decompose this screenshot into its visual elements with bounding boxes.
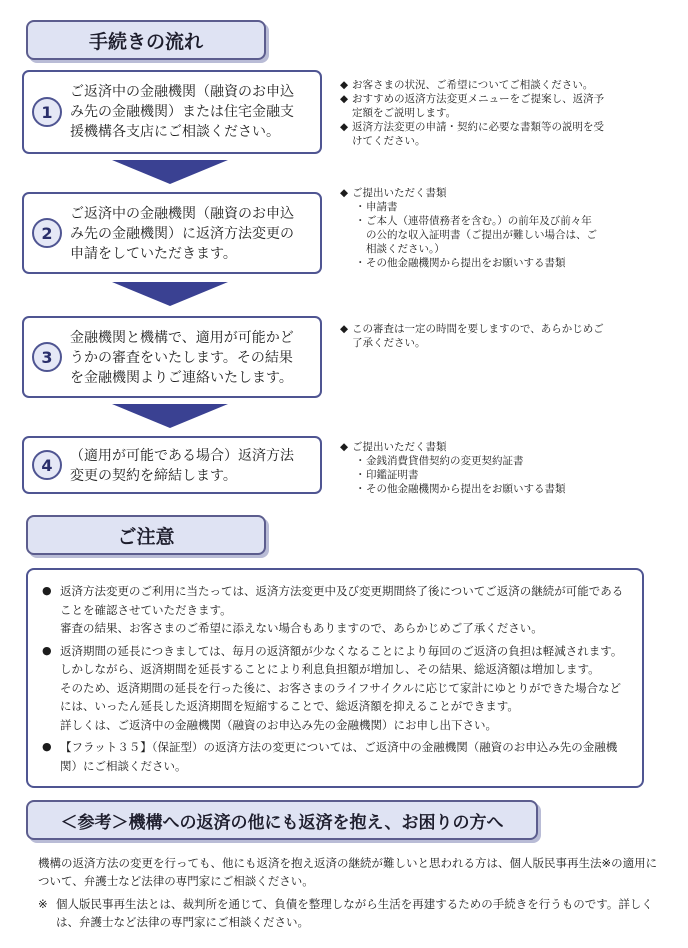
note-subitem: ・ 金銭消費貸借契約の変更契約証書 <box>355 455 524 467</box>
step-2-box <box>22 192 322 274</box>
caution-item: ● 返済期間の延長につきましては、毎月の返済額が少なくなることにより毎回のご返済の負担は軽減されます。 しかしながら、返済期間を延長することにより利息負担額が増加し、その結果、総返済額は増加します。 そのため、返済期間の延長を行った後に、お客さまのライフサイクルに応じて家計にゆとりができた場合などには、いったん延長した返済期間を短縮することで、総返済額を抑えることができます。 詳しくは、ご返済中の金融機関（融資のお申込み先の金融機関）にお申し出下さい。 <box>42 643 623 732</box>
down-arrow-icon <box>112 404 228 428</box>
reference-body: 機構の返済方法の変更を行っても、他にも返済を抱え返済の継続が難しいと思われる方は、個人版民事再生法※の適用について、弁護士など法律の専門家にご相談ください。 <box>38 856 658 888</box>
step-3-notes <box>340 322 660 350</box>
caution-item: ● 返済方法変更のご利用に当たっては、返済方法変更中及び変更期間終了後についてご返済の継続が可能であることを確認させていただきます。 審査の結果、お客さまのご希望に添えない場合もありますので、あらかじめご了承ください。 <box>42 584 624 635</box>
step-2-notes <box>340 186 660 270</box>
step-number-badge: 4 <box>32 450 62 480</box>
step-2-text: ご返済中の金融機関（融資のお申込 み先の金融機関）に返済方法変更の 申請をしていただきます。 <box>70 206 294 262</box>
note-subitem: ・ その他金融機関から提出をお願いする書類 <box>355 483 566 495</box>
step-3-text: 金融機関と機構で、適用が可能かど うかの審査をいたします。その結果 を金融機関よりご連絡いたします。 <box>70 330 294 386</box>
note-item: ◆ ご提出いただく書類 <box>340 187 447 199</box>
note-sublist <box>340 200 660 270</box>
step-number-badge: 1 <box>32 97 62 127</box>
step-4-box <box>22 436 322 494</box>
note-item: ◆ 返済方法変更の申請・契約に必要な書類等の説明を受 けてください。 <box>340 121 604 147</box>
reference-heading-text: ＜参考＞機構への返済の他にも返済を抱え、お困りの方へ <box>60 812 504 833</box>
caution-heading <box>26 515 266 555</box>
bullet-icon: ● <box>42 740 52 753</box>
caution-panel <box>26 568 644 788</box>
down-arrow-icon <box>112 160 228 184</box>
note-sublist <box>340 454 660 496</box>
step-1-text: ご返済中の金融機関（融資のお申込 み先の金融機関）または住宅金融支 援機構各支店にご相談ください。 <box>70 84 294 140</box>
step-number-badge: 3 <box>32 342 62 372</box>
reference-footnote: ※ 個人版民事再生法とは、裁判所を通じて、負債を整理しながら生活を再建するための手続きを行うものです。詳しくは、弁護士など法律の専門家にご相談ください。 <box>38 897 653 929</box>
step-1-box <box>22 70 322 154</box>
caution-item: ● 【フラット３５】（保証型）の返済方法の変更については、ご返済中の金融機関（融資のお申込み先の金融機関）にご相談ください。 <box>42 740 618 773</box>
step-3-box <box>22 316 322 398</box>
bullet-icon: ● <box>42 643 52 657</box>
step-number-badge: 2 <box>32 218 62 248</box>
step-4-text: （適用が可能である場合）返済方法 変更の契約を締結します。 <box>70 448 294 484</box>
note-subitem: ・ その他金融機関から提出をお願いする書類 <box>355 257 566 269</box>
flow-heading-text: 手続きの流れ <box>88 30 203 53</box>
reference-heading <box>26 800 538 840</box>
step-4-notes <box>340 440 660 496</box>
note-item: ◆ お客さまの状況、ご希望についてご相談ください。 <box>340 79 594 91</box>
caution-heading-text: ご注意 <box>117 525 175 548</box>
bullet-icon: ● <box>42 584 52 597</box>
note-item: ◆ おすすめの返済方法変更メニューをご提案し、返済予 定額をご説明します。 <box>340 93 605 119</box>
note-subitem: ・ 印鑑証明書 <box>355 469 419 481</box>
note-subitem: ・ ご本人（連帯債務者を含む。）の前年及び前々年 の公的な収入証明書（ご提出が難しい場合は、ご 相談ください。） <box>355 215 597 255</box>
down-arrow-icon <box>112 282 228 306</box>
flow-heading <box>26 20 266 60</box>
step-1-notes <box>340 78 660 148</box>
note-item: ◆ ご提出いただく書類 <box>340 441 447 453</box>
note-item: ◆ この審査は一定の時間を要しますので、あらかじめご 了承ください。 <box>340 323 604 349</box>
note-subitem: ・ 申請書 <box>355 201 398 213</box>
